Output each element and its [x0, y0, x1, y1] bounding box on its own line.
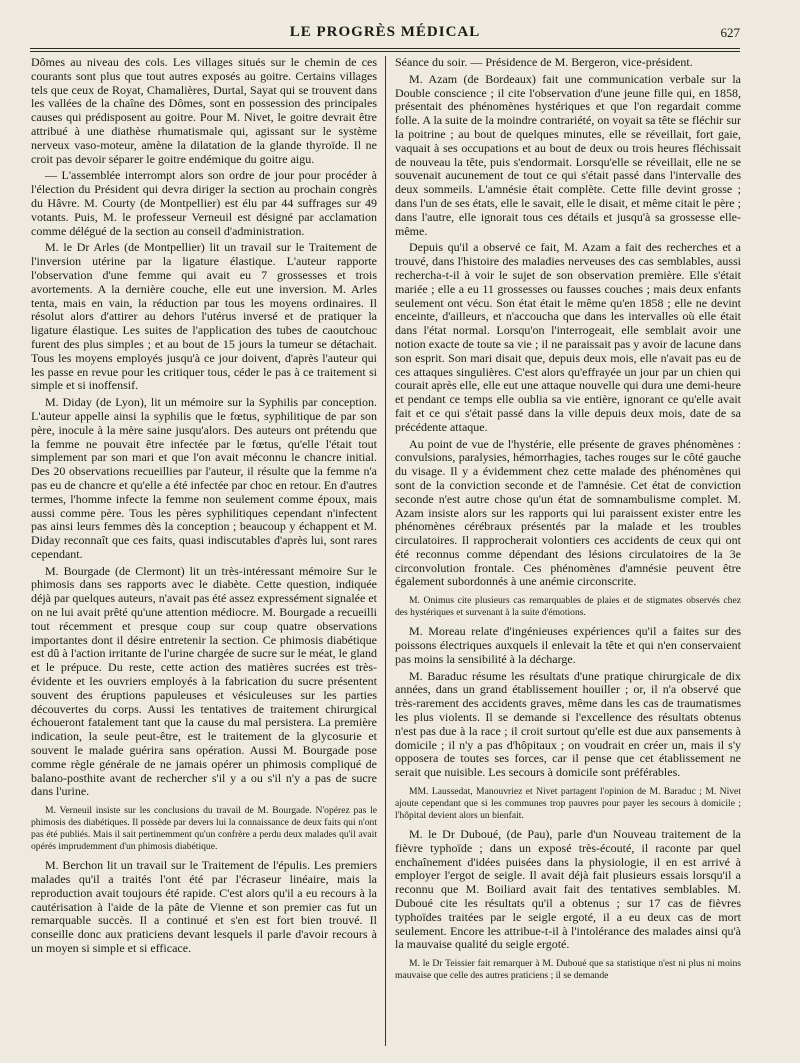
paragraph: M. Moreau relate d'ingénieuses expériences qu'il a faites sur des poissons électriques auxquels il enlevait la tête et qui n'en conservaient pas moins la sensibilité à la décharge. — [395, 624, 741, 666]
discussion-note: M. Verneuil insiste sur les conclusions du travail de M. Bourgade. N'opérez pas le phimosis des diabétiques. Il possède par devers lui la connaissance de deux faits qui n'ont pas été publiés. Mais il sait pertinemment qu'un confrère a perdu deux malades qu'il avait opérés imprudemment d'un phimosis diabétique. — [31, 805, 377, 853]
paragraph: Séance du soir. — Présidence de M. Bergeron, vice-président. — [395, 56, 693, 69]
paragraph: Dômes au niveau des cols. Les villages situés sur le chemin de ces courants sont plus que tout autres exposés au goitre. Certains villages tels que ceux de Royat, Chamalières, Durtal, Sayat qui se trouvent dans les vallées de la chaîne des Dômes, sont en possession des principales causes qui prédisposent au goitre. Pour M. Nivet, le goitre devrait être attribué à une diathèse rhumatismale qui, agissant sur le système nerveux vaso-moteur, amène la dilatation de la glande thyroïde. Il ne croit pas devoir séparer le goitre endémique du goitre aigu. — [31, 56, 377, 166]
page-number: 627 — [720, 25, 740, 40]
paragraph: M. le Dr Duboué, (de Pau), parle d'un Nouveau traitement de la fièvre typhoïde ; dans un exposé très-écouté, il raconte par quel enchaînement d'idées puisées dans la physiologie, il en est arrivé à employer l'ergot de seigle. Il avait déjà fait plusieurs essais lorsqu'il a reconnu que M. Boiliard avait fait des tentatives semblables. M. Duboué cite les résultats qu'il a obtenus ; sur 17 cas de fièvres typhoïdes traitées par le seigle ergoté, il a eu deux cas de mort seulement. Encore les attribue-t-il à l'intolérance des malades ainsi qu'à la mauvaise qualité du seigle ergoté. — [395, 827, 741, 952]
paragraph: M. Diday (de Lyon), lit un mémoire sur la Syphilis par conception. L'auteur appelle ainsi la syphilis que le fœtus, syphilitique de par son père, inocule à la mère saine jusqu'alors. Des auteurs ont prétendu que la femme ne pouvait être infectée par le fœtus, qu'elle l'était tout simplement par son mari et que l'on avait méconnu le chancre initial. Des 20 observations recueillies par l'auteur, il résulte que la femme n'a pas eu de chancre et qu'elle a été infectée par choc en retour. En d'autres termes, l'homme infecte la femme non seulement comme époux, mais aussi comme père. Tous les pères syphilitiques cependant n'infectent pas ainsi leurs femmes dès la conception ; beaucoup y échappent et M. Diday reconnaît que ces faits, quasi indiscutables d'après lui, sont rares cependant. — [31, 395, 377, 561]
paragraph: M. Baraduc résume les résultats d'une pratique chirurgicale de dix années, dans un grand établissement houiller ; or, il n'a observé que très-rarement des accidents graves, même dans les cas de traumatismes les plus violents. Il se demande si l'excellence des résultats obtenus n'est pas due à la race ; il croit surtout qu'elle est due aux pansements à domicile ; il n'y a pas d'hôpitaux ; on voudrait en créer un, mais il s'y opposera de toutes ses forces, car il pense que cet établissement ne serait que nuisible. Les secours à domicile sont préférables. — [395, 668, 741, 780]
paragraph: M. Berchon lit un travail sur le Traitement de l'épulis. Les premiers malades qu'il a traités l'ont été par l'écraseur linéaire, mais la reproduction avait toujours été rapide. C'est alors qu'il a eu recours à la cautérisation à l'aide de la pâte de Vienne et son premier cas fut un remarquable succès. Il a continué et s'en est fort bien trouvé. Il conseille donc aux praticiens devant lesquels il parle d'avoir recours à un moyen si simple et si efficace. — [31, 858, 377, 956]
running-title: LE PROGRÈS MÉDICAL — [289, 24, 481, 40]
paragraph: M. Azam (de Bordeaux) fait une communication verbale sur la Double conscience ; il cite l'observation d'une jeune fille qui, en 1858, présentait des phénomènes hystériques et que l'on regardait comme folle. A la suite de la moindre contrariété, on voyait sa tête se fléchir sur la poitrine ; au bout de quelques minutes, elle se réveillait, fort gaie, vaquait à ses occupations et au bout de deux ou trois heures fléchissait de nouveau la tête, puis s'endormait. Lorsqu'elle se réveillait, elle ne se souvenait aucunement de tout ce qui s'était passé dans l'intervalle des deux sommeils. L'amnésie était complète. Cette fille devint grosse ; dans l'un de ses états, elle le savait, elle le disait, et même citait le père ; dans l'autre, elle ignorait tous ces détails et jusqu'à sa grossesse elle-même. — [395, 71, 741, 238]
discussion-note: MM. Laussedat, Manouvriez et Nivet partagent l'opinion de M. Baraduc ; M. Nivet ajoute cependant que si les communes trop pauvres pour payer les secours à domicile ; l'hôpital devient alors un bienfait. — [395, 786, 741, 822]
page-header — [30, 22, 740, 46]
right-column — [395, 56, 741, 1046]
paragraph: M. le Dr Arles (de Montpellier) lit un travail sur le Traitement de l'inversion utérine par la ligature élastique. L'auteur rapporte l'observation d'une femme qui avait eu 7 grossesses et trois avortements. A la dernière couche, elle eut une inversion. M. Arles tenta, mais en vain, la réduction par tous les moyens ordinaires. Il résolut alors d'attirer au dehors l'utérus inversé et de pratiquer la ligature élastique. Les suites de l'application des tubes de caoutchouc furent des plus simples ; et au bout de 15 jours la tumeur se détachait. Tous les moyens employés jusqu'à ce jour doivent, d'après l'auteur qui les passe en revue pour les critiquer tous, céder le pas à ce traitement si simple et si inoffensif. — [31, 240, 377, 393]
paragraph: M. Bourgade (de Clermont) lit un très-intéressant mémoire Sur le phimosis dans ses rapports avec le diabète. Cette question, indiquée déjà par quelques auteurs, n'avait pas été assez expressément signalée et on ne lui avait prêté qu'une attention médiocre. M. Bourgade a recueilli tout récemment et presque coup sur coup quatre observations importantes dont il désire entretenir la section. Ce phimosis diabétique est dû à l'action irritante de l'urine chargée de sucre sur le méat, le gland et le prépuce. Du reste, cette action des matières sucrées est très-évidente et les ouvriers employés à la fabrication du sucre présentent souvent des éruptions papuleuses et vésiculeuses sur les parties découvertes du corps. Aussi les tentatives de traitement chirurgical échoueront fatalement tant que la cause du mal persistera. La première indication, la seule peut-être, est le traitement de la glycosurie et souvent le malade guérira sans opération. Aussi M. Bourgade pose comme règle générale de ne jamais opérer un phimosis compliqué de balano-posthite avant de rechercher s'il y a ou s'il n'y a pas de sucre dans l'urine. — [31, 563, 377, 799]
column-divider — [385, 56, 386, 1046]
paragraph: Depuis qu'il a observé ce fait, M. Azam a fait des recherches et a trouvé, dans l'histoire des maladies nerveuses des cas semblables, aussi rechercha-t-il à voir le sujet de son observation première. Elle s'était mariée ; elle a eu 11 grossesses ou fausses couches ; mais deux enfants seulement ont vécu. Son état était le même qu'en 1858 ; elle ne devint enceinte, d'ailleurs, et n'accoucha que dans les intervalles où elle était dans l'état normal. Lorsqu'on l'interrogeait, elle semblait avoir une notion exacte de toute sa vie ; il ne paraissait pas y avoir de lacune dans son esprit. Son mari disait que, depuis deux mois, elle n'avait pas eu de ces attaques singulières. C'est alors qu'effrayée un jour par un chien qui courait après elle, elle eut une attaque nouvelle qui dura une demi-heure et pendant ce temps elle oublia sa vie entière, ignorant ce qu'elle avait fait et ce qui s'était passé dans la ville depuis deux mois, date de sa précédente attaque. — [395, 240, 741, 434]
paragraph: Au point de vue de l'hystérie, elle présente de graves phénomènes : convulsions, paralysies, hémorrhagies, taches rouges sur le côté gauche du visage. Il y a évidemment chez cette malade des phénomènes qui sont de la conviction seconde et de l'amnésie. Cet état de conviction seconde n'est autre chose qu'un état de somnambulisme complet. M. Azam insiste alors sur les rapports qui lui paraissent exister entre les phénomènes cérébraux présentés par la malade et les troubles circulatoires. Il rapprocherait volontiers ces accidents de ceux qui ont été reconnus comme dépendant des lésions circulatoires de la 3e circonvolution frontale. Ces phénomènes d'amnésie peuvent être également subordonnés à une anémie circonscrite. — [395, 436, 741, 589]
paragraph: — L'assemblée interrompt alors son ordre de jour pour procéder à l'élection du Président qui devra diriger la section au prochain congrès du Hâvre. M. Courty (de Montpellier) est élu par 44 suffrages sur 49 votants. Puis, M. le professeur Verneuil est désigné par acclamation comme délégué de la section au conseil d'administration. — [31, 168, 377, 238]
left-column — [31, 56, 377, 1046]
discussion-note: M. Onimus cite plusieurs cas remarquables de plaies et de stigmates observés chez des hystériques et survenant à la suite d'émotions. — [395, 595, 741, 619]
discussion-note: M. le Dr Teissier fait remarquer à M. Duboué que sa statistique n'est ni plus ni moins mauvaise que celle des autres praticiens ; il se demande — [395, 958, 741, 982]
header-rule-double — [30, 51, 740, 52]
header-rule — [30, 48, 740, 49]
